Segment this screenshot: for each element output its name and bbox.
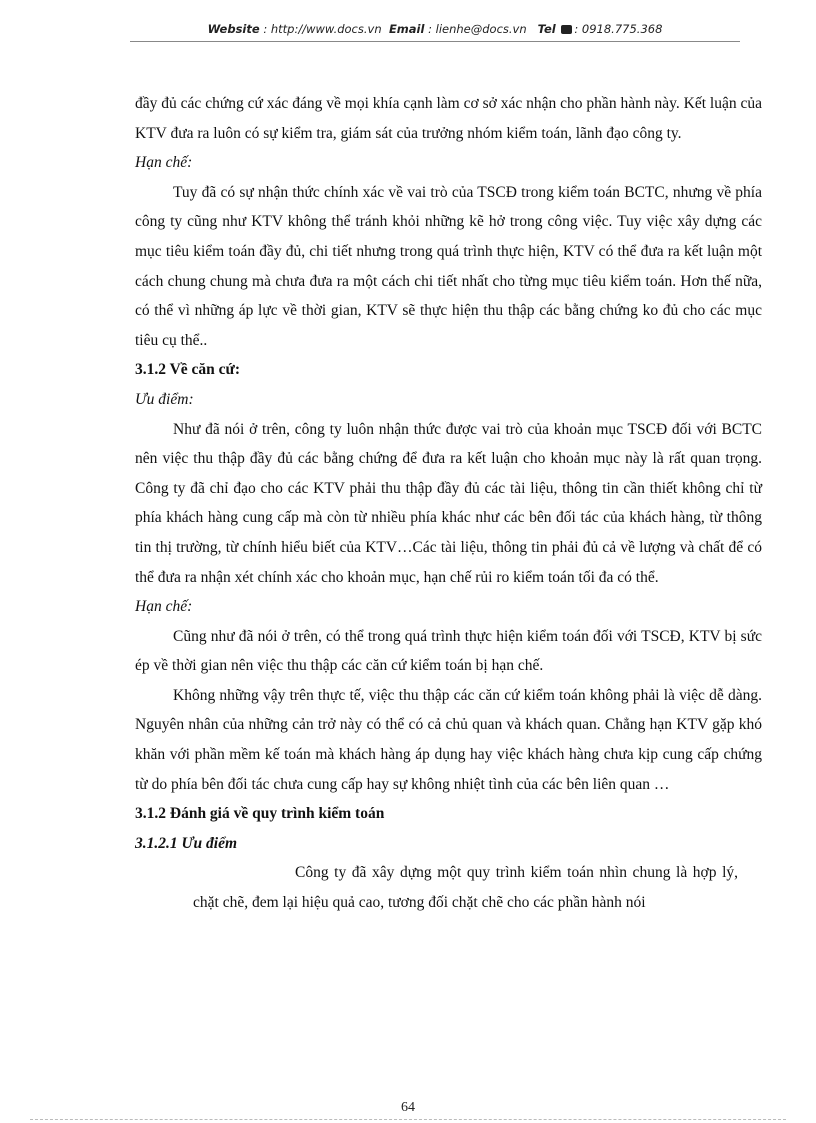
document-body [135, 89, 762, 918]
section-heading-ve-can-cu: 3.1.2 Về căn cứ: [135, 361, 241, 379]
subheading-han-che: Hạn chế: [135, 598, 193, 616]
subheading-han-che: Hạn chế: [135, 154, 193, 172]
paragraph: Công ty đã xây dựng một quy trình kiểm toán nhìn chung là hợp lý, chặt chẽ, đem lại hiệu quả cao, tương đối chặt chẽ cho các phần hành nói [193, 864, 738, 912]
tel-value: : 0918.775.368 [574, 22, 663, 36]
page-header: Website : http://www.docs.vn Email : lienhe@docs.vn Tel : 0918.775.368 [207, 22, 663, 36]
section-heading-danh-gia: 3.1.2 Đánh giá về quy trình kiểm toán [135, 805, 385, 823]
website-label: Website [207, 22, 260, 36]
paragraph: Tuy đã có sự nhận thức chính xác về vai trò của TSCĐ trong kiểm toán BCTC, nhưng về phía công ty cũng như KTV không thể tránh khỏi những kẽ hở trong công việc. Tuy việc xây dựng các mục tiêu kiểm toán đầy đủ, chi tiết nhưng trong quá trình thực hiện, KTV có thể đưa ra kết luận một cách chung chung mà chưa đưa ra một cách chi tiết nhất cho từng mục tiêu kiểm toán. Hơn thế nữa, có thể vì những áp lực về thời gian, KTV sẽ thực hiện thu thập các bằng chứng ko đủ cho các mục tiêu cụ thể.. [135, 183, 762, 349]
footer-divider [30, 1119, 786, 1120]
website-url[interactable]: http://www.docs.vn [270, 22, 382, 36]
phone-icon [561, 25, 572, 34]
paragraph: Không những vậy trên thực tế, việc thu thập các căn cứ kiểm toán không phải là việc dễ dàng. Nguyên nhân của những cản trở này có thể có cả chủ quan và khách quan. Chẳng hạn KTV gặp khó khăn với phần mềm kế toán mà khách hàng áp dụng hay việc khách hàng chưa kịp cung cấp chứng từ do phía bên đối tác chưa cung cấp hay sự không nhiệt tình của các bên liên quan … [135, 686, 762, 793]
page-number: 64 [401, 1100, 415, 1115]
subheading-uu-diem: Ưu điểm: [135, 390, 194, 408]
paragraph: Như đã nói ở trên, công ty luôn nhận thức được vai trò của khoản mục TSCĐ đối với BCTC nên việc thu thập đầy đủ các bằng chứng để đưa ra kết luận cho khoản mục này là rất quan trọng. Công ty đã chỉ đạo cho các KTV phải thu thập đầy đủ các tài liệu, thông tin cần thiết không chỉ từ phía khách hàng cung cấp mà còn từ nhiều phía khác như các bên đối tác của khách hàng, từ thông tin thị trường, từ chính hiểu biết của KTV…Các tài liệu, thông tin phải đủ cả về lượng và chất để có thể đưa ra nhận xét chính xác cho khoản mục, hạn chế rủi ro kiểm toán tối đa có thể. [135, 420, 762, 586]
email-value[interactable]: lienhe@docs.vn [435, 22, 527, 36]
paragraph: đầy đủ các chứng cứ xác đáng về mọi khía cạnh làm cơ sở xác nhận cho phần hành này. Kết luận của KTV đưa ra luôn có sự kiểm tra, giám sát của trưởng nhóm kiểm toán, lãnh đạo công ty. [135, 95, 762, 142]
email-label: Email [388, 22, 425, 36]
paragraph: Cũng như đã nói ở trên, có thể trong quá trình thực hiện kiểm toán đối với TSCĐ, KTV bị sức ép về thời gian nên việc thu thập các căn cứ kiểm toán bị hạn chế. [135, 627, 762, 675]
subsection-heading-uu-diem: 3.1.2.1 Ưu điểm [135, 834, 237, 852]
tel-label: Tel [537, 22, 556, 36]
header-divider [130, 41, 740, 42]
